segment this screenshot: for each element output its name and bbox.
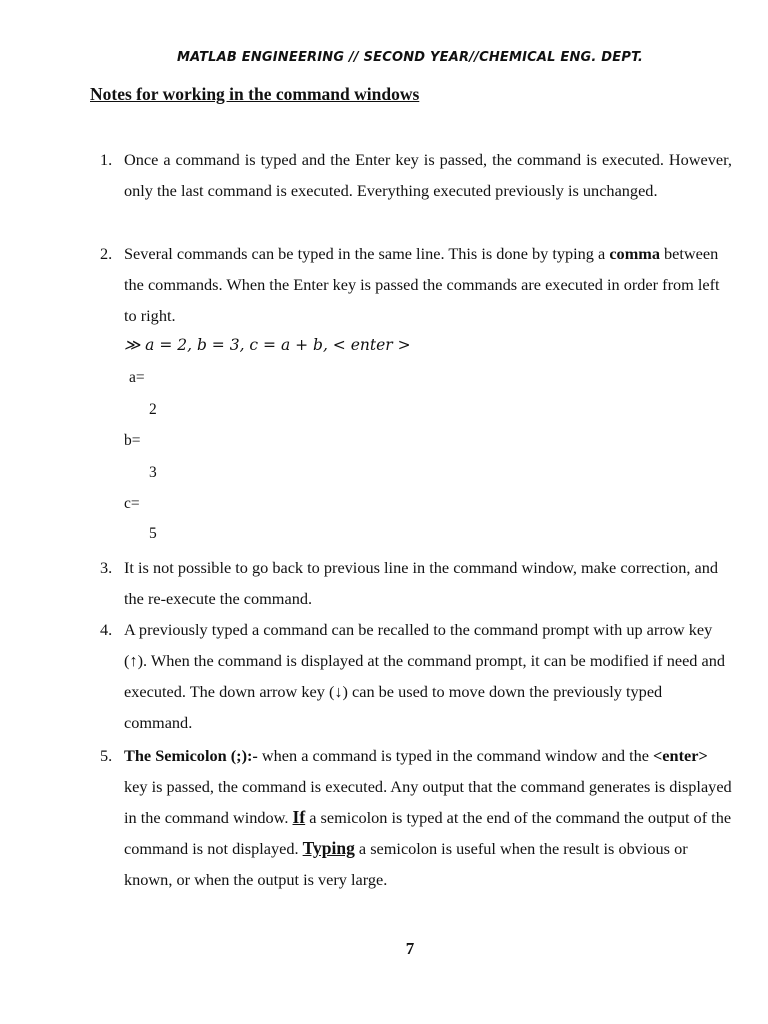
comma-keyword: comma xyxy=(609,244,660,263)
item-text: Once a command is typed and the Enter key is passed, the command is executed. However, only the last command is executed. Everything executed previously is unchanged. xyxy=(124,150,732,200)
semicolon-heading: The Semicolon (;):- xyxy=(124,746,258,765)
list-item-5 xyxy=(100,740,732,895)
item-number: 1. xyxy=(100,150,113,169)
down-arrow-icon: ↓ xyxy=(334,682,343,701)
item-number: 4. xyxy=(100,620,113,639)
list-item-3 xyxy=(100,552,732,614)
command-line: ≫ a = 2, b = 3, c = a + b, < enter > xyxy=(124,336,411,354)
running-header: MATLAB ENGINEERING // SECOND YEAR//CHEMICAL ENG. DEPT. xyxy=(176,50,644,65)
list-item-1 xyxy=(100,144,732,206)
item-text: A previously typed a command can be recalled to the command prompt with up arrow key (↑). When the command is displayed at the command prompt, it can be modified if need and executed. The down arrow key (↓) can be used to move down the previously typed command. xyxy=(124,620,726,732)
list-item-4 xyxy=(100,614,732,738)
enter-keyword: <enter> xyxy=(653,746,708,765)
output-value-b: 3 xyxy=(149,464,157,481)
item-number: 3. xyxy=(100,558,113,577)
if-keyword: If xyxy=(292,807,306,827)
item-text: It is not possible to go back to previous line in the command window, make correction, and the re-execute the command. xyxy=(124,558,718,608)
page-number: 7 xyxy=(405,939,415,958)
typing-keyword: Typing xyxy=(302,838,355,858)
item-number: 5. xyxy=(100,746,113,765)
output-label-c: c= xyxy=(124,495,140,512)
up-arrow-icon: ↑ xyxy=(129,651,138,670)
list-item-2 xyxy=(100,238,732,331)
section-title: Notes for working in the command windows xyxy=(90,84,420,104)
output-value-c: 5 xyxy=(149,525,157,542)
item-text: Several commands can be typed in the same line. This is done by typing a comma between the commands. When the Enter key is passed the commands are executed in order from left to right. xyxy=(124,244,720,325)
output-label-a: a= xyxy=(129,369,145,386)
item-number: 2. xyxy=(100,244,113,263)
output-label-b: b= xyxy=(124,432,141,449)
item-text: The Semicolon (;):- when a command is typed in the command window and the <enter> key is passed, the command is executed. Any output that the command generates is displayed in the command window. If a semicolon is typed at the end of the command the output of the command is not displayed. Typing a semicolon is useful when the result is obvious or known, or when the output is very large. xyxy=(124,746,732,889)
output-value-a: 2 xyxy=(149,401,157,418)
